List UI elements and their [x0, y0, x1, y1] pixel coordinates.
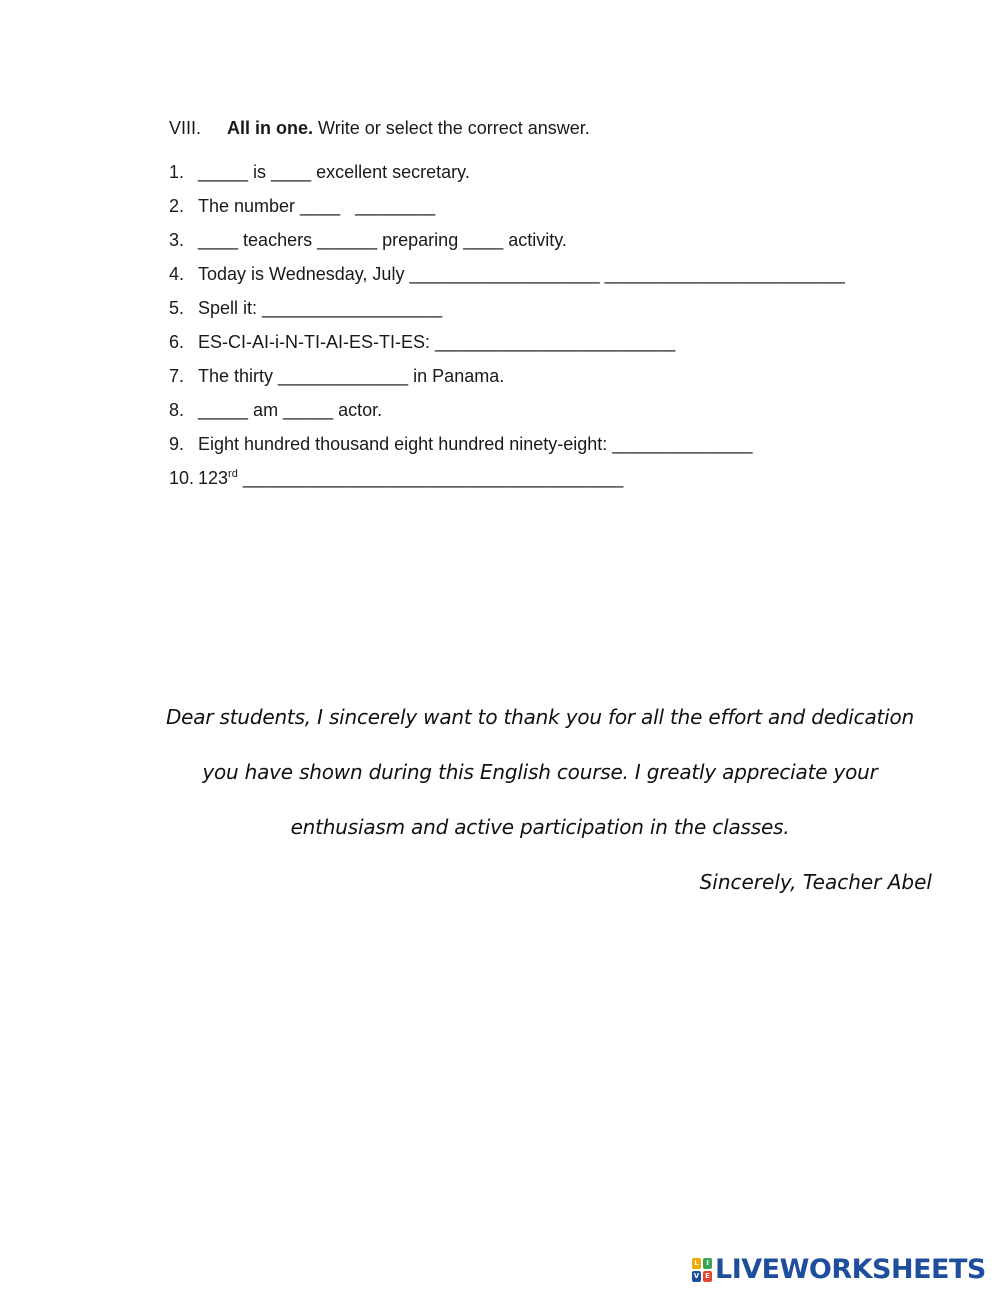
brand-name: LIVEWORKSHEETS: [715, 1254, 986, 1285]
logo-tile: I: [703, 1258, 712, 1269]
letter-line: enthusiasm and active participation in the classes.: [290, 815, 790, 839]
question-number: 2.: [169, 196, 185, 216]
question-text[interactable]: The thirty _____________ in Panama.: [198, 366, 505, 386]
section-title: All in one.: [227, 118, 314, 138]
question-text[interactable]: _____ am _____ actor.: [198, 400, 383, 420]
ordinal-number: 123: [198, 468, 229, 488]
question-item: [169, 228, 845, 262]
letter-line: you have shown during this English course. I greatly appreciate your: [202, 760, 878, 784]
logo-tile: L: [692, 1258, 701, 1269]
section-heading: [169, 116, 590, 140]
question-number: 1.: [169, 162, 185, 182]
question-text[interactable]: The number ____ ________: [198, 196, 436, 216]
question-text[interactable]: Spell it: __________________: [198, 298, 443, 318]
question-number: 3.: [169, 230, 185, 250]
question-text[interactable]: _____ is ____ excellent secretary.: [198, 162, 470, 182]
question-item: [169, 432, 845, 466]
logo-tile: V: [693, 1272, 700, 1280]
question-item: [169, 194, 845, 228]
liveworksheets-logo-icon: [692, 1258, 712, 1282]
question-number: 7.: [169, 366, 185, 386]
question-number: 6.: [169, 332, 185, 352]
letter-signature: Sincerely, Teacher Abel: [699, 870, 932, 894]
section-instruction: Write or select the correct answer.: [318, 118, 590, 138]
question-text[interactable]: [198, 468, 623, 488]
liveworksheets-brand: [692, 1254, 986, 1286]
question-item: [169, 364, 845, 398]
question-item: [169, 466, 845, 500]
question-number: 9.: [169, 434, 185, 454]
question-text[interactable]: ____ teachers ______ preparing ____ activity.: [198, 230, 567, 250]
question-item: [169, 398, 845, 432]
question-text[interactable]: ES-CI-AI-i-N-TI-AI-ES-TI-ES: ________________________: [198, 332, 676, 352]
question-list: [169, 160, 845, 500]
section-number: VIII.: [169, 118, 202, 138]
letter-line: Dear students, I sincerely want to thank you for all the effort and dedication: [165, 705, 915, 729]
question-number: 5.: [169, 298, 185, 318]
question-item: [169, 296, 845, 330]
thank-you-letter: [148, 700, 932, 905]
question-number: 4.: [169, 264, 185, 284]
question-number: 8.: [169, 400, 185, 420]
question-number: 10.: [169, 468, 195, 488]
question-item: [169, 330, 845, 364]
answer-blank[interactable]: ______________________________________: [237, 468, 624, 488]
question-text[interactable]: Today is Wednesday, July ___________________ ________________________: [198, 264, 845, 284]
question-item: [169, 160, 845, 194]
question-text[interactable]: Eight hundred thousand eight hundred ninety-eight: ______________: [198, 434, 753, 454]
ordinal-suffix: rd: [228, 468, 238, 480]
logo-tile: E: [703, 1271, 712, 1282]
question-item: [169, 262, 845, 296]
